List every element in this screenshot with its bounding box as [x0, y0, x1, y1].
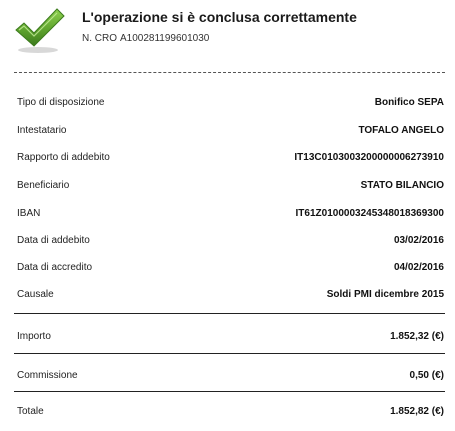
detail-label: Rapporto di addebito: [17, 152, 110, 163]
amount-value: 1.852,82 (€): [390, 406, 444, 417]
checkmark-icon: [14, 6, 66, 54]
amount-value: 0,50 (€): [409, 370, 444, 381]
amount-value: 1.852,32 (€): [390, 331, 444, 342]
header-divider: [14, 72, 445, 73]
confirmation-header: [0, 0, 455, 66]
detail-label: Tipo di disposizione: [17, 97, 105, 108]
cro-value: A100281199601030: [120, 33, 210, 44]
amount-row-totale: [17, 404, 444, 420]
amount-row-commissione: [17, 368, 444, 384]
amount-label: Totale: [17, 406, 44, 417]
amount-label: Commissione: [17, 370, 78, 381]
detail-value: Soldi PMI dicembre 2015: [326, 289, 444, 300]
cro-number: [82, 33, 209, 44]
detail-row-intestatario: [17, 123, 444, 139]
detail-row-iban: [17, 206, 444, 222]
detail-row-beneficiario: [17, 178, 444, 194]
detail-value: IT13C0103003200000006273910: [294, 152, 444, 163]
detail-value: 04/02/2016: [393, 262, 444, 273]
detail-label: Data di addebito: [17, 235, 90, 246]
detail-value: IT61Z0100003245348018369300: [295, 208, 444, 219]
detail-row-data-accredito: [17, 260, 444, 276]
section-divider: [14, 353, 445, 354]
detail-label: Beneficiario: [17, 180, 70, 191]
page-title: L'operazione si è conclusa correttamente: [82, 9, 357, 25]
detail-value: 03/02/2016: [393, 235, 444, 246]
detail-value: Bonifico SEPA: [374, 97, 444, 108]
section-divider: [14, 313, 445, 314]
amount-label: Importo: [17, 331, 51, 342]
detail-row-tipo-disposizione: [17, 95, 444, 111]
detail-label: Causale: [17, 289, 54, 300]
detail-label: IBAN: [17, 208, 41, 219]
detail-row-rapporto-addebito: [17, 150, 444, 166]
detail-value: STATO BILANCIO: [360, 180, 444, 191]
detail-row-causale: [17, 287, 444, 303]
amount-row-importo: [17, 329, 444, 345]
section-divider: [14, 391, 445, 392]
detail-label: Data di accredito: [17, 262, 93, 273]
cro-label: N. CRO: [82, 33, 117, 44]
detail-value: TOFALO ANGELO: [358, 125, 444, 136]
detail-label: Intestatario: [17, 125, 67, 136]
detail-row-data-addebito: [17, 233, 444, 249]
